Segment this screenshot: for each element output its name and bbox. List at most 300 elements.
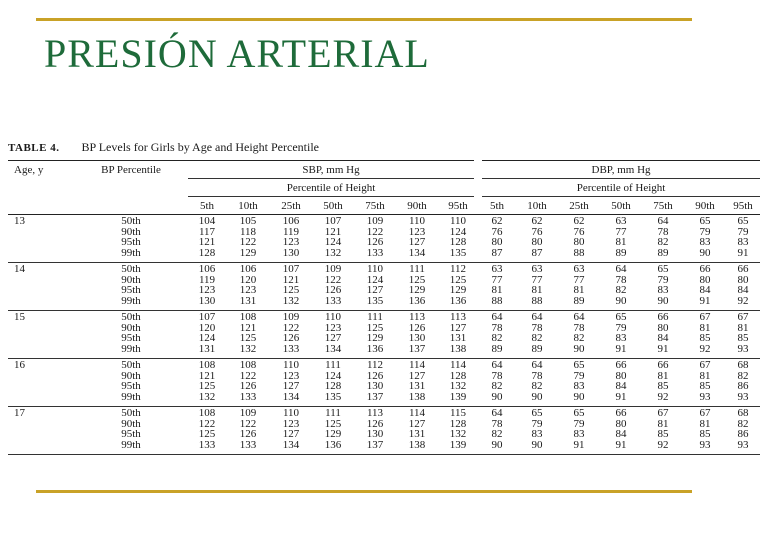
sbp-cell	[270, 311, 312, 359]
bp-percentile-cell-value: 95th	[121, 284, 141, 296]
dbp-cell-value: 79	[737, 225, 749, 238]
dbp-cell	[558, 215, 600, 263]
dbp-cell-value: 65	[573, 407, 585, 419]
sbp-cell-value: 110	[408, 215, 426, 227]
dbp-cell-value: 64	[531, 311, 543, 323]
dbp-cell-value: 85	[699, 332, 711, 344]
sbp-cell-value: 128	[449, 236, 467, 248]
dbp-cell-value: 78	[531, 369, 543, 382]
bp-percentile-cell-value: 50th	[121, 407, 141, 419]
dbp-cell-value: 77	[573, 273, 585, 286]
sbp-cell-value: 121	[324, 225, 342, 238]
dbp-cell-value: 90	[531, 438, 543, 451]
dbp-height-pct-4: 75th	[642, 197, 684, 215]
dbp-cell-value: 63	[491, 263, 503, 275]
dbp-cell-value: 78	[491, 369, 503, 382]
bp-table-container	[8, 138, 753, 455]
dbp-cell-value: 84	[615, 380, 627, 392]
age-cell: 13	[14, 215, 25, 227]
dbp-cell-value: 90	[573, 342, 585, 355]
dbp-height-pct-0: 5th	[478, 197, 516, 215]
sbp-cell-value: 137	[366, 390, 384, 403]
sbp-cell	[396, 407, 438, 455]
sbp-cell-value: 129	[239, 246, 257, 259]
age-cell: 14	[14, 263, 25, 275]
sbp-cell-value: 125	[449, 273, 467, 286]
sbp-cell-value: 108	[198, 407, 216, 419]
sbp-cell-value: 136	[324, 438, 342, 451]
dbp-cell-value: 81	[699, 417, 711, 430]
dbp-cell-value: 83	[615, 332, 627, 344]
sbp-cell-value: 120	[239, 273, 257, 286]
dbp-cell-value: 80	[491, 236, 503, 248]
dbp-cell-value: 83	[737, 236, 749, 248]
dbp-cell	[642, 359, 684, 407]
sbp-cell-value: 127	[282, 428, 300, 440]
sbp-cell-value: 118	[239, 225, 257, 238]
sbp-cell-value: 125	[324, 417, 342, 430]
dbp-cell	[516, 407, 558, 455]
sbp-cell-value: 126	[324, 284, 342, 296]
table-row	[8, 263, 760, 311]
dbp-cell-value: 81	[573, 284, 585, 296]
sbp-cell-value: 109	[324, 263, 342, 275]
sbp-cell-value: 125	[198, 380, 216, 392]
dbp-cell-value: 68	[737, 359, 749, 371]
sbp-cell-value: 107	[324, 215, 342, 227]
dbp-cell-value: 82	[615, 284, 627, 296]
sbp-cell-value: 126	[366, 417, 384, 430]
dbp-cell	[642, 407, 684, 455]
header-sbp-height: Percentile of Height	[188, 179, 478, 197]
age-group-14	[8, 263, 760, 311]
table-caption-text: BP Levels for Girls by Age and Height Percentile	[81, 140, 319, 154]
dbp-cell-value: 83	[573, 428, 585, 440]
dbp-cell-value: 88	[491, 294, 503, 307]
sbp-cell-value: 139	[449, 390, 467, 403]
dbp-cell-value: 66	[657, 359, 669, 371]
dbp-cell-value: 91	[573, 438, 585, 451]
sbp-cell-value: 138	[408, 390, 426, 403]
sbp-cell-value: 119	[282, 225, 300, 238]
dbp-cell-value: 79	[657, 273, 669, 286]
sbp-cell-value: 113	[449, 311, 467, 323]
sbp-cell-value: 122	[239, 417, 257, 430]
sbp-cell-value: 131	[408, 428, 426, 440]
dbp-cell-value: 84	[615, 428, 627, 440]
sbp-cell-value: 124	[324, 236, 342, 248]
sbp-cell-value: 129	[324, 428, 342, 440]
dbp-height-pct-3: 50th	[600, 197, 642, 215]
dbp-cell-value: 67	[699, 359, 711, 371]
sbp-cell-value: 125	[366, 321, 384, 334]
sbp-cell	[312, 407, 354, 455]
sbp-cell-value: 120	[198, 321, 216, 334]
sbp-cell-value: 105	[239, 215, 257, 227]
dbp-cell	[558, 359, 600, 407]
dbp-cell	[478, 263, 516, 311]
dbp-cell-value: 77	[491, 273, 503, 286]
dbp-cell-value: 68	[737, 407, 749, 419]
dbp-cell-value: 66	[699, 263, 711, 275]
dbp-cell-value: 93	[737, 342, 749, 355]
sbp-cell-value: 123	[282, 236, 300, 248]
dbp-cell	[600, 359, 642, 407]
bp-percentile-cell-value: 50th	[121, 215, 141, 227]
bp-percentile-cell-value: 90th	[121, 321, 141, 334]
bp-percentile-cell-value: 50th	[121, 263, 141, 275]
sbp-cell-value: 122	[366, 225, 384, 238]
sbp-height-pct-6: 95th	[438, 197, 478, 215]
dbp-cell-value: 76	[573, 225, 585, 238]
dbp-cell-value: 83	[699, 236, 711, 248]
sbp-cell	[270, 263, 312, 311]
dbp-cell-value: 89	[573, 294, 585, 307]
sbp-cell-value: 110	[324, 311, 342, 323]
bp-percentile-cell-value: 90th	[121, 417, 141, 430]
dbp-cell-value: 90	[615, 294, 627, 307]
sbp-cell-value: 109	[239, 407, 257, 419]
sbp-cell-value: 122	[198, 417, 216, 430]
dbp-cell-value: 80	[573, 236, 585, 248]
dbp-cell-value: 81	[699, 369, 711, 382]
dbp-cell-value: 91	[615, 438, 627, 451]
table-number: TABLE 4.	[8, 142, 60, 154]
sbp-cell-value: 132	[239, 342, 257, 355]
sbp-cell-value: 114	[408, 407, 426, 419]
dbp-cell	[684, 311, 726, 359]
sbp-cell-value: 108	[198, 359, 216, 371]
dbp-cell	[726, 407, 760, 455]
sbp-cell-value: 107	[198, 311, 216, 323]
dbp-cell	[600, 215, 642, 263]
dbp-cell-value: 66	[737, 263, 749, 275]
dbp-cell-value: 90	[657, 294, 669, 307]
sbp-cell-value: 134	[282, 438, 300, 451]
sbp-cell-value: 132	[449, 380, 467, 392]
dbp-height-pct-5: 90th	[684, 197, 726, 215]
dbp-cell-value: 89	[491, 342, 503, 355]
sbp-cell-value: 106	[282, 215, 300, 227]
sbp-cell-value: 133	[239, 438, 257, 451]
sbp-cell	[438, 263, 478, 311]
sbp-cell-value: 127	[408, 417, 426, 430]
sbp-cell-value: 127	[282, 380, 300, 392]
dbp-cell	[516, 263, 558, 311]
dbp-cell-value: 91	[699, 294, 711, 307]
sbp-cell	[396, 311, 438, 359]
dbp-cell-value: 78	[531, 321, 543, 334]
dbp-cell-value: 78	[615, 273, 627, 286]
sbp-cell-value: 121	[282, 273, 300, 286]
dbp-cell-value: 91	[615, 342, 627, 355]
age-cell: 17	[14, 407, 25, 419]
sbp-height-pct-1: 10th	[226, 197, 270, 215]
sbp-cell-value: 134	[282, 390, 300, 403]
dbp-cell-value: 64	[531, 359, 543, 371]
dbp-cell	[600, 311, 642, 359]
sbp-cell-value: 137	[366, 438, 384, 451]
sbp-cell	[396, 215, 438, 263]
dbp-cell	[600, 407, 642, 455]
age-group-13	[8, 215, 760, 263]
dbp-cell-value: 81	[699, 321, 711, 334]
sbp-cell-value: 135	[324, 390, 342, 403]
dbp-cell-value: 67	[699, 407, 711, 419]
sbp-cell-value: 131	[239, 294, 257, 307]
bp-percentile-cell-value: 95th	[121, 236, 141, 248]
dbp-cell-value: 67	[657, 407, 669, 419]
sbp-cell	[226, 407, 270, 455]
dbp-cell-value: 66	[657, 311, 669, 323]
dbp-cell-value: 89	[531, 342, 543, 355]
bp-percentile-cell	[74, 359, 188, 407]
sbp-cell-value: 125	[239, 332, 257, 344]
dbp-cell-value: 88	[531, 294, 543, 307]
dbp-cell-value: 66	[615, 407, 627, 419]
sbp-cell-value: 138	[408, 438, 426, 451]
bp-percentile-cell-value: 99th	[121, 294, 141, 307]
dbp-cell-value: 81	[657, 369, 669, 382]
sbp-height-pct-0: 5th	[188, 197, 226, 215]
dbp-cell-value: 64	[573, 311, 585, 323]
sbp-cell-value: 139	[449, 438, 467, 451]
dbp-cell-value: 65	[657, 263, 669, 275]
dbp-cell-value: 90	[573, 390, 585, 403]
sbp-cell-value: 125	[198, 428, 216, 440]
dbp-cell-value: 79	[573, 417, 585, 430]
age-group-17	[8, 407, 760, 455]
sbp-cell-value: 124	[324, 369, 342, 382]
dbp-cell-value: 84	[699, 284, 711, 296]
bp-percentile-cell-value: 90th	[121, 273, 141, 286]
sbp-cell-value: 126	[366, 236, 384, 248]
dbp-cell-value: 84	[737, 284, 749, 296]
dbp-cell-value: 64	[491, 407, 503, 419]
sbp-cell-value: 131	[408, 380, 426, 392]
sbp-cell-value: 126	[239, 428, 257, 440]
dbp-cell-value: 64	[657, 215, 669, 227]
sbp-cell-value: 104	[198, 215, 216, 227]
sbp-cell-value: 133	[198, 438, 216, 451]
dbp-cell-value: 76	[491, 225, 503, 238]
sbp-cell-value: 132	[449, 428, 467, 440]
dbp-cell-value: 83	[573, 380, 585, 392]
sbp-cell-value: 110	[449, 215, 467, 227]
sbp-cell-value: 130	[282, 246, 300, 259]
sbp-cell-value: 121	[239, 321, 257, 334]
dbp-cell-value: 62	[531, 215, 543, 227]
dbp-cell-value: 93	[737, 438, 749, 451]
dbp-cell-value: 82	[531, 380, 543, 392]
dbp-cell-value: 80	[531, 236, 543, 248]
sbp-cell-value: 134	[324, 342, 342, 355]
dbp-cell-value: 91	[657, 342, 669, 355]
dbp-cell-value: 62	[573, 215, 585, 227]
sbp-cell-value: 106	[239, 263, 257, 275]
dbp-cell-value: 87	[491, 246, 503, 259]
dbp-cell-value: 80	[699, 273, 711, 286]
dbp-cell-value: 85	[699, 428, 711, 440]
bp-percentile-cell	[74, 407, 188, 455]
dbp-cell-value: 90	[531, 390, 543, 403]
sbp-cell	[354, 263, 396, 311]
dbp-cell-value: 92	[657, 390, 669, 403]
dbp-cell-value: 65	[531, 407, 543, 419]
dbp-cell-value: 89	[657, 246, 669, 259]
dbp-cell	[726, 359, 760, 407]
sbp-cell-value: 111	[325, 359, 341, 371]
dbp-cell-value: 81	[491, 284, 503, 296]
sbp-cell-value: 112	[366, 359, 384, 371]
dbp-height-pct-2: 25th	[558, 197, 600, 215]
dbp-cell-value: 81	[531, 284, 543, 296]
sbp-cell-value: 136	[366, 342, 384, 355]
bp-percentile-cell-value: 99th	[121, 390, 141, 403]
bottom-accent-rule	[36, 490, 692, 493]
sbp-cell-value: 131	[449, 332, 467, 344]
sbp-cell	[438, 215, 478, 263]
sbp-height-pct-5: 90th	[396, 197, 438, 215]
dbp-cell-value: 82	[491, 428, 503, 440]
dbp-cell-value: 65	[699, 215, 711, 227]
dbp-cell-value: 93	[699, 390, 711, 403]
sbp-cell	[226, 311, 270, 359]
dbp-cell-value: 82	[737, 417, 749, 430]
dbp-cell	[478, 215, 516, 263]
table-row	[8, 215, 760, 263]
dbp-cell	[642, 215, 684, 263]
table-caption	[8, 138, 720, 157]
dbp-height-pct-6: 95th	[726, 197, 760, 215]
dbp-cell-value: 82	[657, 236, 669, 248]
sbp-cell-value: 109	[366, 215, 384, 227]
sbp-cell-value: 133	[282, 342, 300, 355]
dbp-cell-value: 64	[615, 263, 627, 275]
sbp-cell-value: 111	[409, 263, 425, 275]
age-cell: 15	[14, 311, 25, 323]
sbp-cell-value: 128	[449, 417, 467, 430]
bp-percentile-cell-value: 50th	[121, 359, 141, 371]
sbp-cell	[226, 359, 270, 407]
bp-percentile-cell-value: 90th	[121, 225, 141, 238]
sbp-cell	[312, 215, 354, 263]
sbp-cell-value: 136	[449, 294, 467, 307]
sbp-cell-value: 126	[366, 369, 384, 382]
sbp-cell	[354, 311, 396, 359]
dbp-cell-value: 83	[657, 284, 669, 296]
dbp-cell-value: 84	[657, 332, 669, 344]
table-row	[8, 359, 760, 407]
dbp-cell-value: 82	[491, 332, 503, 344]
dbp-cell-value: 80	[737, 273, 749, 286]
bp-percentile-cell-value: 99th	[121, 438, 141, 451]
dbp-cell-value: 65	[615, 311, 627, 323]
sbp-cell-value: 132	[324, 246, 342, 259]
sbp-cell-value: 132	[282, 294, 300, 307]
sbp-cell-value: 121	[198, 369, 216, 382]
dbp-cell-value: 79	[531, 417, 543, 430]
sbp-cell	[354, 359, 396, 407]
sbp-cell	[312, 263, 354, 311]
sbp-cell-value: 126	[239, 380, 257, 392]
dbp-cell-value: 92	[699, 342, 711, 355]
sbp-cell-value: 117	[198, 225, 216, 238]
sbp-cell-value: 124	[198, 332, 216, 344]
bp-percentile-cell	[74, 263, 188, 311]
sbp-cell-value: 135	[449, 246, 467, 259]
age-group-15	[8, 311, 760, 359]
sbp-cell-value: 111	[325, 407, 341, 419]
dbp-cell	[558, 407, 600, 455]
dbp-cell-value: 62	[491, 215, 503, 227]
sbp-cell-value: 125	[282, 284, 300, 296]
dbp-cell	[684, 359, 726, 407]
dbp-cell-value: 93	[699, 438, 711, 451]
sbp-cell-value: 137	[408, 342, 426, 355]
sbp-cell-value: 110	[282, 359, 300, 371]
dbp-cell-value: 78	[491, 417, 503, 430]
sbp-cell-value: 130	[408, 332, 426, 344]
sbp-cell-value: 113	[366, 407, 384, 419]
dbp-cell-value: 90	[699, 246, 711, 259]
sbp-cell-value: 111	[367, 311, 383, 323]
sbp-cell-value: 107	[282, 263, 300, 275]
sbp-cell-value: 123	[198, 284, 216, 296]
dbp-cell	[726, 263, 760, 311]
dbp-cell-value: 77	[615, 225, 627, 238]
sbp-cell-value: 128	[324, 380, 342, 392]
dbp-cell-value: 76	[531, 225, 543, 238]
sbp-cell-value: 124	[366, 273, 384, 286]
dbp-cell	[478, 407, 516, 455]
sbp-cell-value: 124	[449, 225, 467, 238]
dbp-cell-value: 92	[657, 438, 669, 451]
sbp-cell-value: 122	[239, 236, 257, 248]
sbp-cell-value: 128	[449, 369, 467, 382]
dbp-cell-value: 86	[737, 428, 749, 440]
bp-percentile-cell-value: 95th	[121, 428, 141, 440]
dbp-cell-value: 93	[737, 390, 749, 403]
sbp-cell-value: 110	[282, 407, 300, 419]
dbp-cell-value: 67	[737, 311, 749, 323]
dbp-cell-value: 92	[737, 294, 749, 307]
dbp-cell-value: 79	[699, 225, 711, 238]
dbp-cell-value: 67	[699, 311, 711, 323]
sbp-cell-value: 128	[198, 246, 216, 259]
sbp-cell-value: 127	[324, 332, 342, 344]
sbp-cell	[312, 311, 354, 359]
dbp-cell-value: 82	[737, 369, 749, 382]
sbp-cell-value: 130	[366, 428, 384, 440]
dbp-cell-value: 78	[573, 321, 585, 334]
sbp-cell	[188, 407, 226, 455]
sbp-cell-value: 133	[366, 246, 384, 259]
dbp-cell-value: 63	[573, 263, 585, 275]
dbp-cell	[558, 263, 600, 311]
dbp-cell-value: 81	[657, 417, 669, 430]
dbp-cell-value: 90	[491, 438, 503, 451]
header-dbp-height: Percentile of Height	[478, 179, 760, 197]
sbp-cell-value: 114	[449, 359, 467, 371]
bp-percentile-cell-value: 99th	[121, 342, 141, 355]
bp-percentile-cell-value: 95th	[121, 380, 141, 392]
dbp-cell-value: 85	[657, 380, 669, 392]
sbp-cell-value: 123	[282, 369, 300, 382]
table-row	[8, 407, 760, 455]
dbp-cell	[726, 311, 760, 359]
top-accent-rule	[36, 18, 692, 21]
